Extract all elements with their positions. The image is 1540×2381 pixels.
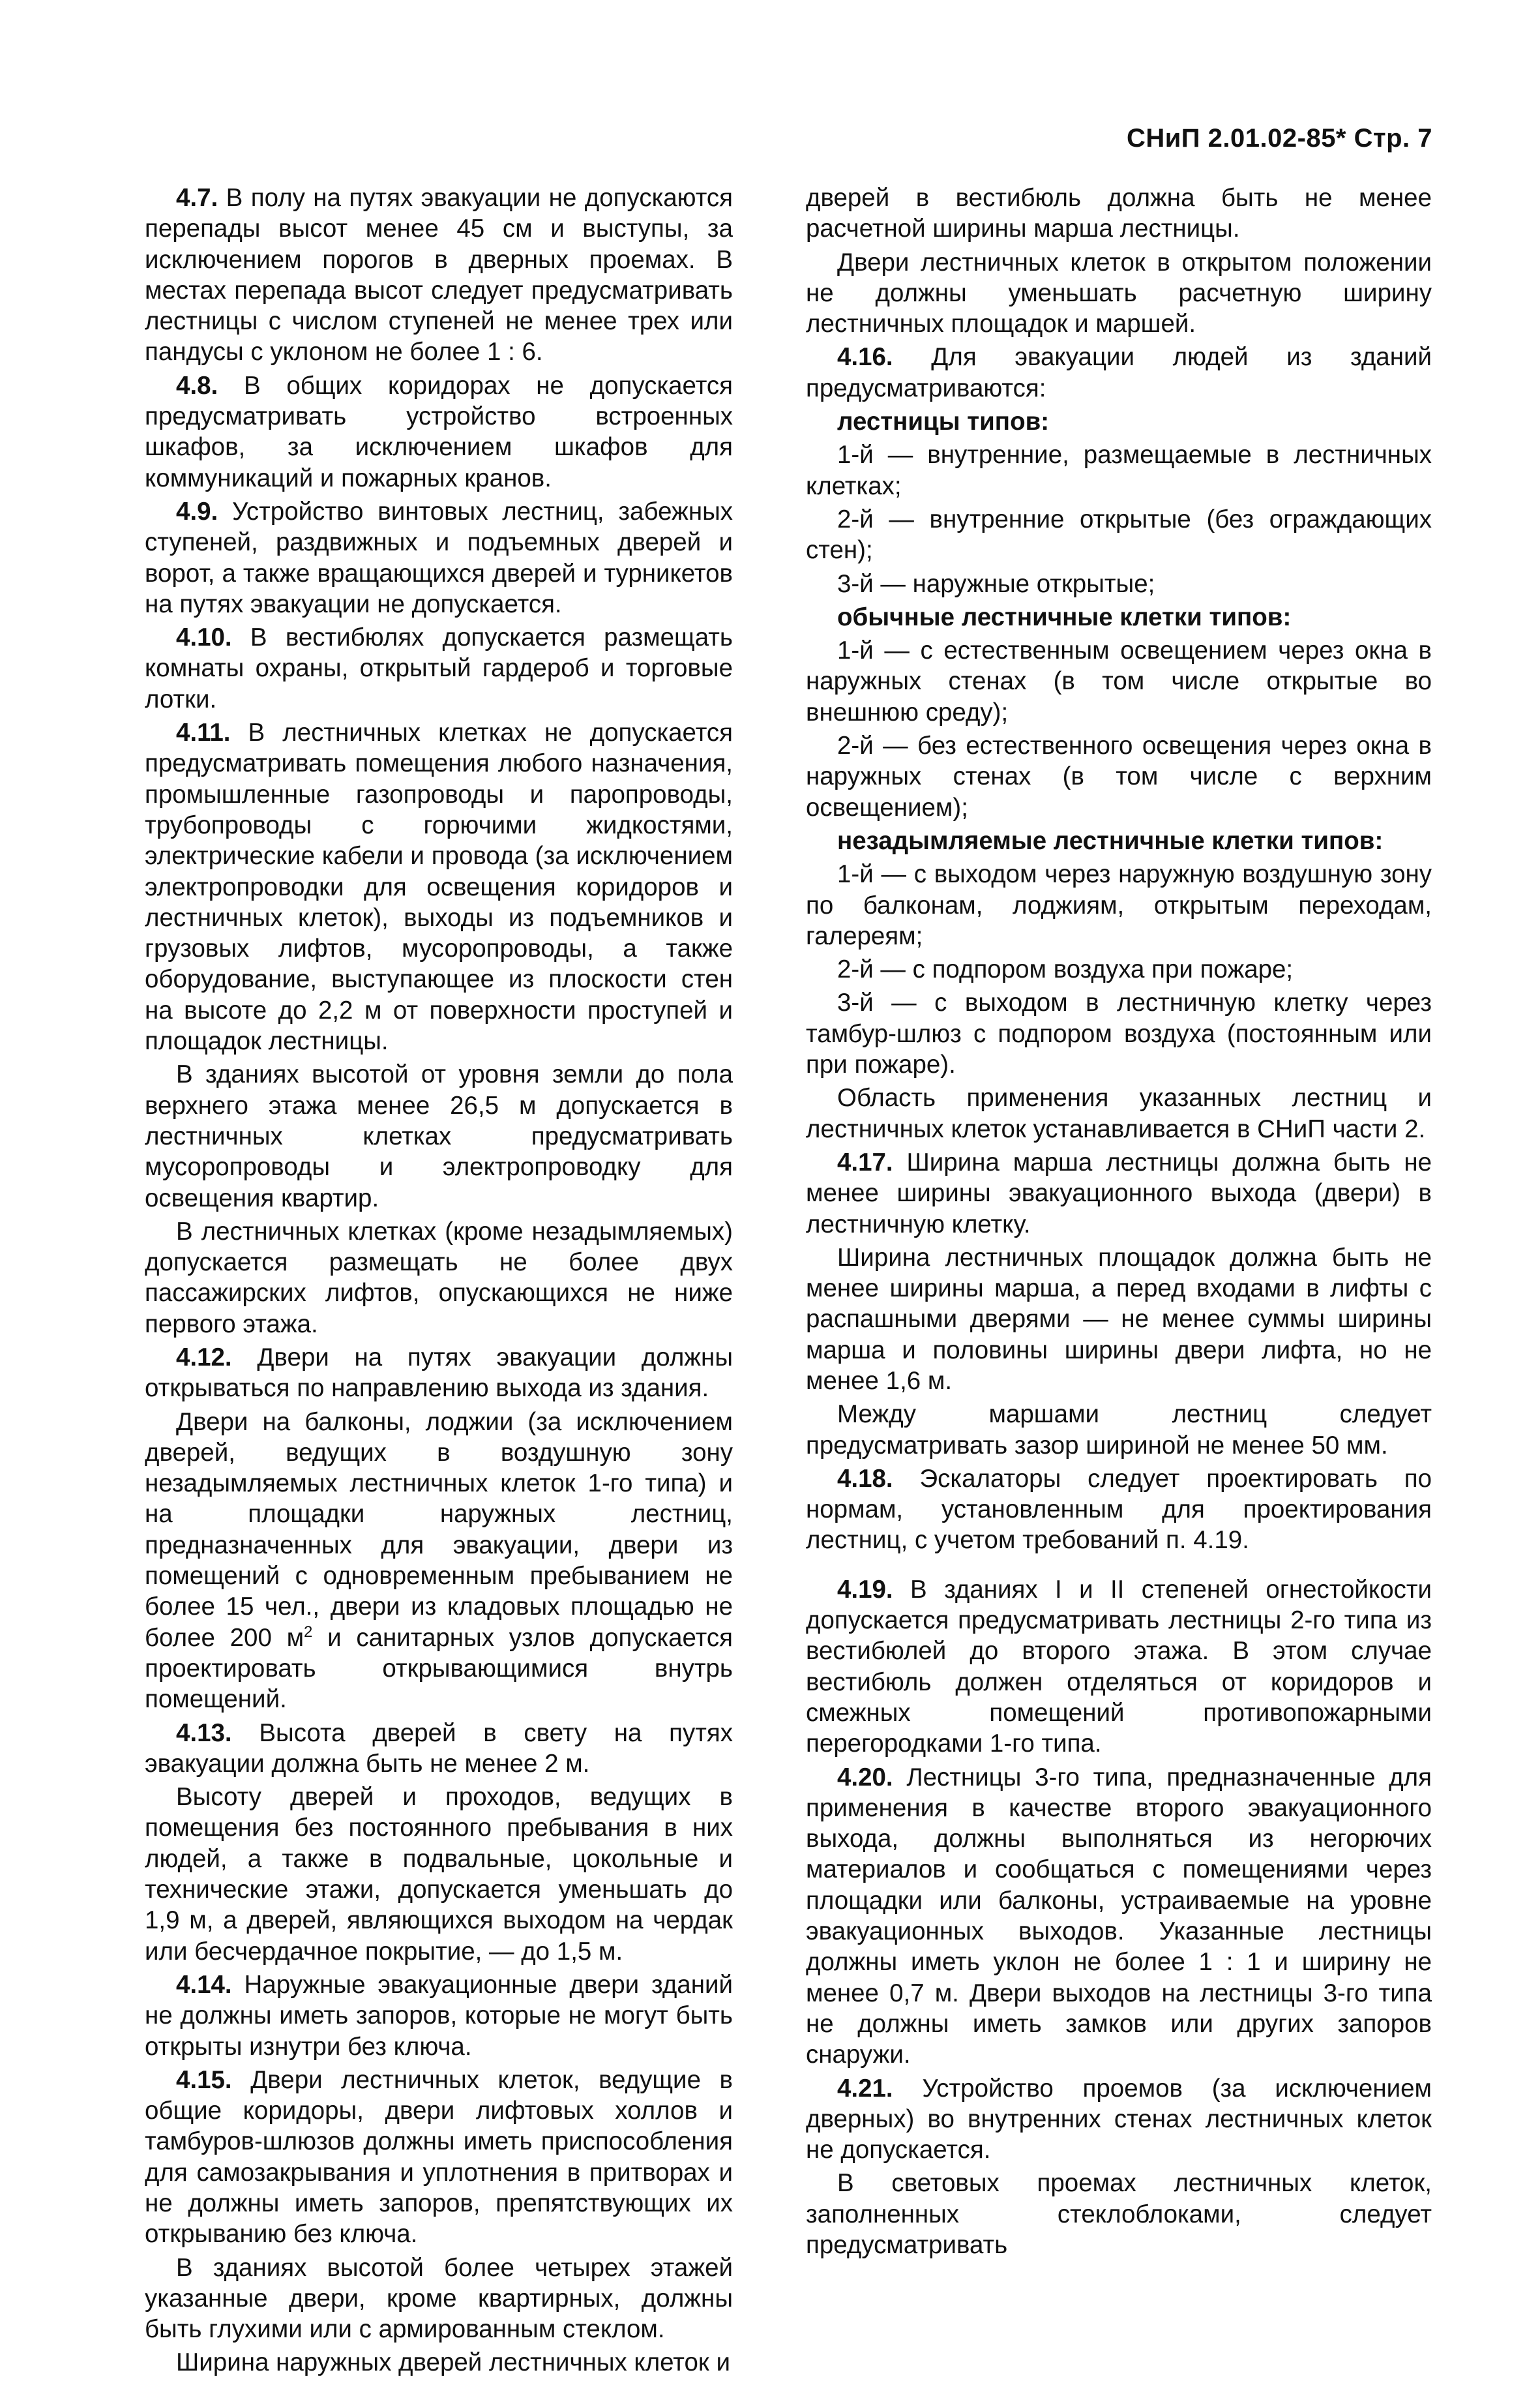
paragraph-4-17 <box>806 1147 1432 1240</box>
list-item: 3-й — наружные открытые; <box>837 569 1155 598</box>
paragraph-text: В зданиях I и II степеней огнестойкости допускается предусматривать лестницы 2-го типа из вестибюлей до второго этажа. В этом случае вестибюль должен отделяться от коридоров и смежных помещений противопожарными перегородками 1-го типа. <box>806 1575 1432 1758</box>
clause-number: 4.9. <box>176 497 218 526</box>
paragraph: Ширина лестничных площадок должна быть не менее ширины марша, а перед входами в лифты с распашными дверями — не менее суммы ширины марша и половины ширины двери лифта, но не менее 1,6 м. <box>806 1243 1432 1395</box>
paragraph-text: Эскалаторы следует проектировать по нормам, установленным для проектирования лестниц, с учетом требований п. 4.19. <box>806 1464 1432 1555</box>
paragraph-4-20 <box>806 1762 1432 2071</box>
paragraph-text: В полу на путях эвакуации не допускаются перепады высот менее 45 см и выступы, за исключением порогов в дверных проемах. В местах перепада высот следует предусматривать лестницы с числом ступеней не менее трех или пандусы с уклоном не более 1 : 6. <box>145 184 733 367</box>
paragraph-4-12 <box>145 1342 733 1404</box>
paragraph-4-10 <box>145 622 733 715</box>
paragraph-4-11 <box>145 717 733 1056</box>
clause-number: 4.15. <box>176 2065 232 2094</box>
paragraph-text: В лестничных клетках не допускается предусматривать помещения любого назначения, промышленные газопроводы и паропроводы, трубопроводы с горючими жидкостями, электрические кабели и провода (за исключением электропроводки для освещения коридоров и лестничных клеток), выходы из подъемников и грузовых лифтов, мусоропроводы, а также оборудование, выступающее из плоскости стен на высоте до 2,2 м от поверхности проступей и площадок лестницы. <box>145 719 733 1056</box>
list-heading: лестницы типов: <box>837 408 1050 436</box>
paragraph-text: Лестницы 3-го типа, предназначенные для применения в качестве второго эвакуационного выхода, должны выполняться из негорючих материалов и сообщаться с помещениями через площадки или балконы, устраиваемые на уровне эвакуационных выходов. Указанные лестницы должны иметь уклон не более 1 : 1 и ширину не менее 0,7 м. Двери выходов на лестницы 3-го типа не должны иметь замков или других запоров снаружи. <box>806 1763 1432 2069</box>
paragraph-text: В зданиях высотой от уровня земли до пола верхнего этажа менее 26,5 м допускается в лестничных клетках предусматривать мусоропроводы и электропроводку для освещения квартир. <box>145 1060 733 1212</box>
paragraph-text: Устройство винтовых лестниц, забежных ступеней, раздвижных и подъемных дверей и ворот, а также вращающихся дверей и турникетов на путях эвакуации не допускается. <box>145 497 733 618</box>
list-item: 1-й — внутренние, размещаемые в лестничных клетках; <box>806 441 1432 500</box>
paragraph-text: В общих коридорах не допускается предусматривать устройство встроенных шкафов, за исключением шкафов для коммуникаций и пожарных кранов. <box>145 371 733 492</box>
clause-number: 4.16. <box>837 343 893 372</box>
paragraph-text: Высоту дверей и проходов, ведущих в помещения без постоянного пребывания в них людей, а также в подвальные, цокольные и технические этажи, допускается уменьшать до 1,9 м, а дверей, являющихся выходом на чердак или бесчердачное покрытие, — до 1,5 м. <box>145 1783 733 1966</box>
clause-number: 4.7. <box>176 184 218 212</box>
paragraph <box>145 1216 733 1340</box>
superscript: 2 <box>304 1623 313 1641</box>
paragraph: Между маршами лестниц следует предусматривать зазор шириной не менее 50 мм. <box>806 1400 1432 1460</box>
paragraph <box>806 247 1432 340</box>
paragraph <box>145 2253 733 2345</box>
paragraph-4-18 <box>806 1463 1432 1556</box>
paragraph <box>145 1782 733 1967</box>
paragraph-text: Двери лестничных клеток в открытом положении не должны уменьшать расчетную ширину лестничных площадок и маршей. <box>806 248 1432 338</box>
clause-number: 4.19. <box>837 1575 893 1604</box>
left-column <box>145 183 733 2381</box>
paragraph-4-14 <box>145 1969 733 2062</box>
clause-number: 4.10. <box>176 623 232 652</box>
clause-number: 4.13. <box>176 1718 232 1747</box>
paragraph-4-21 <box>806 2073 1432 2166</box>
paragraph <box>145 1407 733 1715</box>
list-heading: незадымляемые лестничные клетки типов: <box>837 826 1384 855</box>
paragraph-text: Высота дверей в свету на путях эвакуации должна быть не менее 2 м. <box>145 1718 733 1778</box>
clause-number: 4.20. <box>837 1763 893 1791</box>
paragraph-text: Наружные эвакуационные двери зданий не должны иметь запоров, которые не могут быть открыты изнутри без ключа. <box>145 1970 733 2061</box>
right-column <box>806 183 1432 2263</box>
list-item: 2-й — без естественного освещения через окна в наружных стенах (в том числе с верхним освещением); <box>806 732 1432 822</box>
page-header: СНиП 2.01.02-85* Стр. 7 <box>1126 124 1432 153</box>
paragraph-text: Ширина марша лестницы должна быть не менее ширины эвакуационного выхода (двери) в лестничную клетку. <box>806 1148 1432 1238</box>
paragraph-text: Двери на путях эвакуации должны открываться по направлению выхода из здания. <box>145 1343 733 1403</box>
list-item: 1-й — с выходом через наружную воздушную зону по балконам, лоджиям, открытым переходам, галереям; <box>806 860 1432 950</box>
list-item: 2-й — с подпором воздуха при пожаре; <box>837 955 1294 984</box>
paragraph-text: дверей в вестибюль должна быть не менее расчетной ширины марша лестницы. <box>806 184 1432 243</box>
clause-number: 4.21. <box>837 2074 893 2103</box>
clause-number: 4.8. <box>176 371 218 400</box>
list-item: 2-й — внутренние открытые (без ограждающих стен); <box>806 505 1432 565</box>
paragraph-text: Двери лестничных клеток, ведущие в общие коридоры, двери лифтовых холлов и тамбуров-шлюзов должны иметь приспособления для самозакрывания и уплотнения в притворах и не должны иметь запоров, препятствующих их открыванию без ключа. <box>145 2065 733 2249</box>
paragraph-text: В вестибюлях допускается размещать комнаты охраны, открытый гардероб и торговые лотки. <box>145 623 733 713</box>
clause-number: 4.18. <box>837 1464 893 1493</box>
paragraph-4-13 <box>145 1718 733 1780</box>
paragraph-text: Для эвакуации людей из зданий предусматриваются: <box>806 343 1432 402</box>
paragraph-text: Ширина наружных дверей лестничных клеток и <box>176 2348 730 2377</box>
paragraph-4-16 <box>806 342 1432 404</box>
paragraph-4-19 <box>806 1574 1432 1760</box>
paragraph: В световых проемах лестничных клеток, заполненных стеклоблоками, следует предусматривать <box>806 2169 1432 2259</box>
paragraph-text: Устройство проемов (за исключением дверных) во внутренних стенах лестничных клеток не допускается. <box>806 2074 1432 2164</box>
paragraph-4-8 <box>145 370 733 494</box>
paragraph-text: Двери на балконы, лоджии (за исключением дверей, ведущих в воздушную зону незадымляемых лестничных клеток 1-го типа) и на площадки наружных лестниц, предназначенных для эвакуации, двери из помещений с одновременным пребыванием не более 15 чел., двери из кладовых площадью не более 200 м <box>145 1407 733 1652</box>
paragraph <box>806 183 1432 245</box>
paragraph-4-15 <box>145 2065 733 2250</box>
paragraph-text: В зданиях высотой более четырех этажей указанные двери, кроме квартирных, должны быть глухими или с армированным стеклом. <box>145 2253 733 2344</box>
clause-number: 4.11. <box>176 719 231 747</box>
clause-number: 4.14. <box>176 1970 232 1999</box>
paragraph-4-7 <box>145 183 733 368</box>
paragraph <box>145 1059 733 1213</box>
clause-number: 4.17. <box>837 1148 893 1176</box>
list-item: 1-й — с естественным освещением через окна в наружных стенах (в том числе открытые во внешнюю среду); <box>806 636 1432 726</box>
paragraph-4-9 <box>145 496 733 620</box>
paragraph: Область применения указанных лестниц и лестничных клеток устанавливается в СНиП части 2. <box>806 1084 1432 1143</box>
paragraph-text: В лестничных клетках (кроме незадымляемых) допускается размещать не более двух пассажирских лифтов, опускающихся не ниже первого этажа. <box>145 1217 733 1338</box>
paragraph-text: и санитарных узлов допускается проектировать открывающимися внутрь помещений. <box>145 1623 733 1714</box>
list-item: 3-й — с выходом в лестничную клетку через тамбур-шлюз с подпором воздуха (постоянным или при пожаре). <box>806 989 1432 1079</box>
paragraph <box>145 2347 733 2378</box>
list-heading: обычные лестничные клетки типов: <box>837 603 1292 631</box>
clause-number: 4.12. <box>176 1343 232 1371</box>
